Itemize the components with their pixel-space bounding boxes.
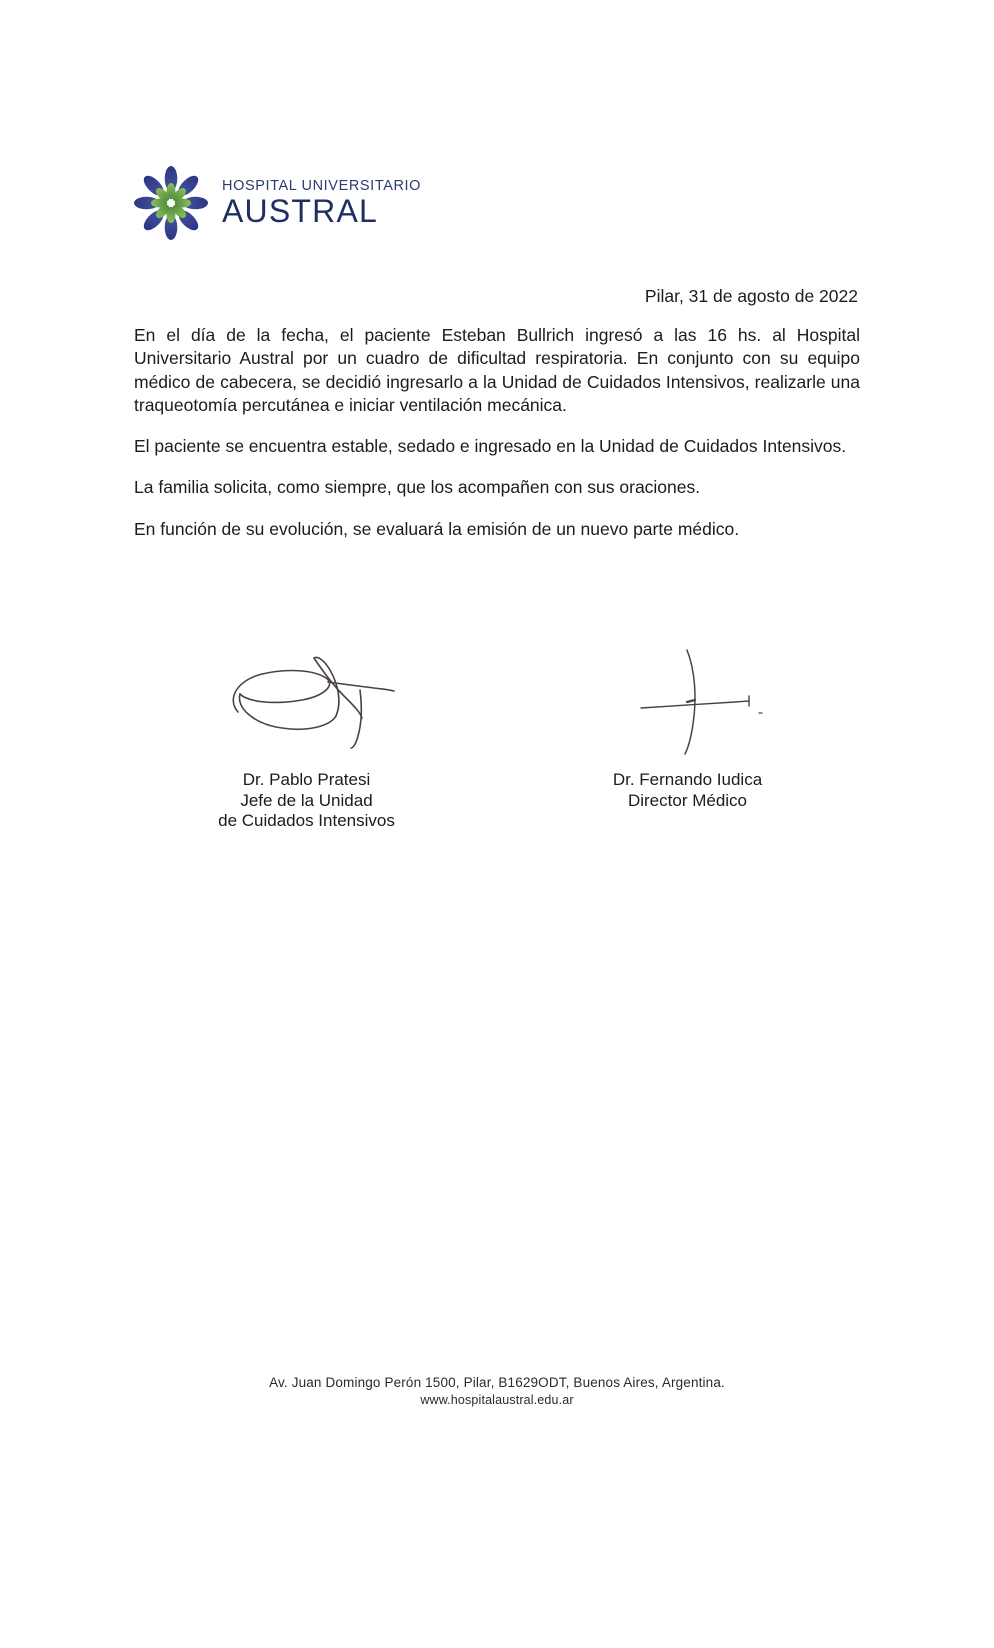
footer-address: Av. Juan Domingo Perón 1500, Pilar, B1629ODT, Buenos Aires, Argentina. [269,1375,725,1390]
signatory-title-line2: de Cuidados Intensivos [218,811,395,831]
logo-wordmark [222,177,421,229]
signatory-name: Dr. Fernando Iudica [612,770,763,789]
signature-caption-iudica [613,770,762,811]
signatory-name: Dr. Pablo Pratesi [242,770,371,789]
date-line: Pilar, 31 de agosto de 2022 [644,286,858,306]
letterhead [134,166,421,240]
page-footer [0,1374,994,1409]
handwritten-signature-pratesi-icon [202,636,412,766]
signature-caption-pratesi [218,770,395,832]
logo-line-hospital-universitario: HOSPITAL UNIVERSITARIO [222,178,422,195]
signature-area [134,636,860,832]
signatory-title-line1: Director Médico [627,790,748,810]
paragraph-3: La familia solicita, como siempre, que los acompañen con sus oraciones. [134,477,701,498]
paragraph-1: En el día de la fecha, el paciente Esteban Bullrich ingresó a las 16 hs. al Hospital Universitario Austral por un cuadro de dificultad respiratoria. En conjunto con su equipo médico de cabecera, se decidió ingresarlo a la Unidad de Cuidados Intensivos, realizarle una traqueotomía percutánea e iniciar ventilación mecánica. [134,325,860,415]
paragraph-4: En función de su evolución, se evaluará la emisión de un nuevo parte médico. [134,518,740,539]
signatory-title-line1: Jefe de la Unidad [240,790,373,810]
footer-website: www.hospitalaustral.edu.ar [420,1393,574,1408]
paragraph-2: El paciente se encuentra estable, sedado e ingresado en la Unidad de Cuidados Intensivos. [134,436,847,457]
signature-block-iudica [499,636,860,832]
austral-flower-logo-icon [134,166,208,240]
handwritten-signature-iudica-icon [583,636,793,766]
letter-body [134,324,860,541]
logo-line-austral: AUSTRAL [222,193,378,230]
signature-block-pratesi [134,636,499,832]
